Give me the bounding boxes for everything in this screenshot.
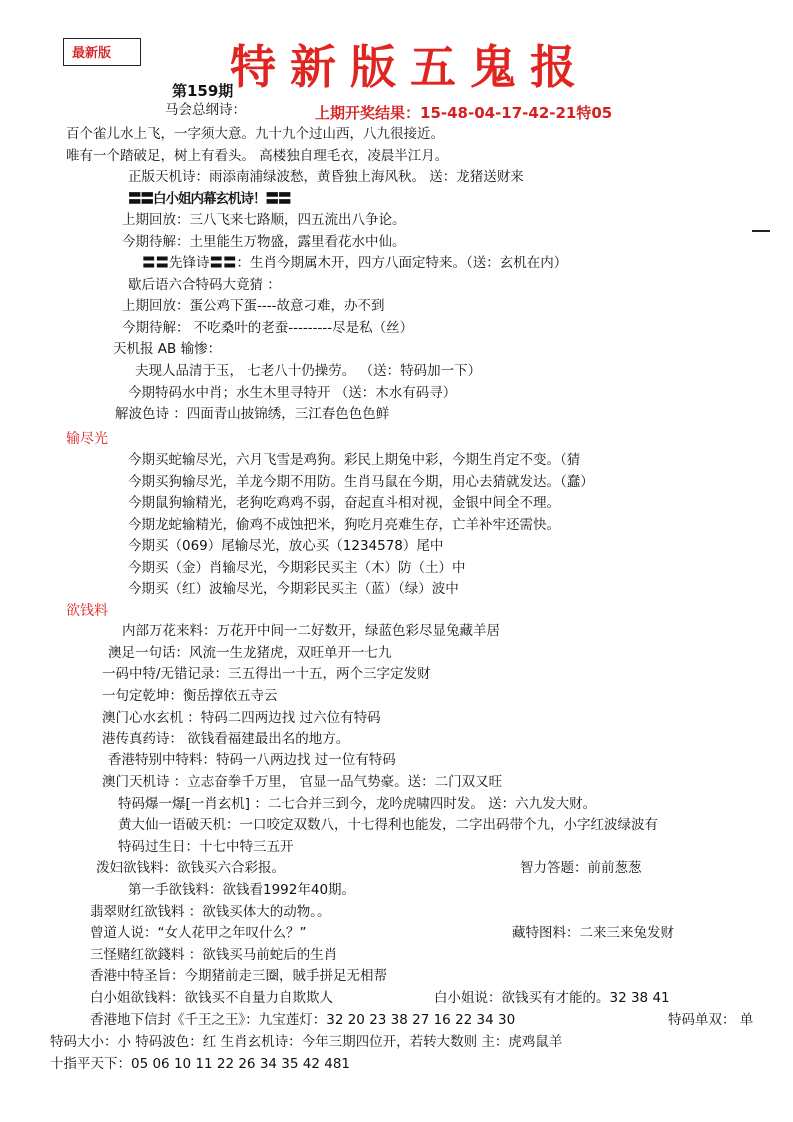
line-29: 香港特别中特料：特码一八两边找 过一位有特码 [108, 752, 396, 768]
line-01: 马会总纲诗： [165, 102, 246, 118]
badge-label: 最新版 [72, 46, 112, 61]
line-41-left: 香港地下信封《千王之王》：九宝莲灯：32 20 23 38 27 16 22 34 30 [90, 1012, 516, 1028]
line-03: 唯有一个踏破足，树上有看头。 高楼独自理毛衣，凌晨半江月。 [66, 148, 449, 164]
line-18: 今期鼠狗输精光，老狗吃鸡鸡不弱，奋起直斗相对视，金银中间全不理。 [128, 495, 560, 511]
line-40-right: 白小姐说：欲钱买有才能的。32 38 41 [434, 990, 670, 1006]
line-36: 翡翠财红欲钱料 ：欲钱买体大的动物。。 [90, 904, 331, 920]
line-27: 澳门心水玄机 ：特码二四两边找 过六位有特码 [102, 710, 381, 726]
line-19: 今期龙蛇输精光，偷鸡不成蚀把米，狗吃月亮难生存，亡羊补牢还需快。 [128, 517, 560, 533]
line-21: 今期买（金）肖输尽光，今期彩民买主（木）防（土）中 [128, 560, 466, 576]
line-40-left: 白小姐欲钱料：欲钱买不自量力自欺欺人 [90, 990, 333, 1006]
last-draw-result: 上期开奖结果：15-48-04-17-42-21特05 [315, 104, 613, 122]
line-25: 一码中特/无错记录：三五得出一十五，两个三字定发财 [102, 666, 431, 682]
line-26: 一句定乾坤：衡岳撑依五寺云 [102, 688, 278, 704]
line-13: 夫现人品清于玉， 七老八十仍操劳。 （送：特码加一下） [135, 363, 482, 379]
line-11: 今期待解： 不吃桑叶的老蚕---------尽是私（丝） [122, 320, 414, 336]
line-37-right: 藏特图料：二来三来兔发财 [512, 925, 674, 941]
line-22: 今期买（红）波输尽光，今期彩民买主（蓝）（绿）波中 [128, 581, 459, 597]
line-08: 〓〓先锋诗〓〓：生肖今期属木开，四方八面定特来。（送：玄机在内） [142, 255, 568, 271]
line-34-left: 泼妇欲钱料：欲钱买六合彩报。 [96, 860, 285, 876]
line-10: 上期回放：蛋公鸡下蛋----故意刁难，办不到 [122, 298, 385, 314]
line-43: 十指平天下：05 06 10 11 22 26 34 35 42 481 [50, 1056, 350, 1072]
line-05: 〓〓白小姐内幕玄机诗！〓〓 [128, 191, 291, 207]
line-16: 今期买蛇输尽光，六月飞雪是鸡狗。彩民上期兔中彩，今期生肖定不变。（猜 [128, 452, 581, 468]
line-37-left: 曾道人说：“女人花甲之年叹什么？” [90, 925, 307, 941]
line-14: 今期特码水中肖；水生木里寻特开 （送：木水有码寻） [128, 385, 457, 401]
line-07: 今期待解：土里能生万物盛，露里看花水中仙。 [122, 234, 406, 250]
line-39: 香港中特圣旨：今期猪前走三圈，賊手拼足无相帮 [90, 968, 387, 984]
line-02: 百个雀儿水上飞，一字须大意。九十九个过山西，八九很接近。 [66, 126, 444, 142]
line-30: 澳门天机诗 ：立志奋拳千万里， 官显一品气势豪。送：二门双又旺 [102, 774, 503, 790]
line-28: 港传真药诗： 欲钱看福建最出名的地方。 [102, 731, 350, 747]
section-heading-lose-all: 输尽光 [66, 431, 108, 447]
line-33: 特码过生日：十七中特三五开 [118, 839, 294, 855]
line-12: 天机报 AB 输惨： [113, 341, 222, 357]
line-04: 正版天机诗：雨添南浦绿波愁，黄昏独上海风秋。 送：龙猪送财来 [128, 169, 524, 185]
page-title: 特新版五鬼报 [230, 40, 590, 94]
section-heading-money-tips: 欲钱料 [66, 603, 108, 619]
line-41-right: 特码单双： 单 [668, 1012, 754, 1028]
line-09: 歇后语六合特码大竟猜 ： [128, 277, 281, 293]
line-15: 解波色诗 ：四面青山披锦绣，三江春色色色鲜 [115, 406, 390, 422]
line-35: 第一手欲钱料：欲钱看1992年40期。 [128, 882, 356, 898]
line-38: 三怪赌红欲錢料 ：欲钱买马前蛇后的生肖 [90, 947, 338, 963]
line-24: 澳足一句话：风流一生龙猪虎，双旺单开一七九 [108, 645, 392, 661]
issue-number: 第159期 [172, 82, 234, 100]
line-34-right: 智力答题：前前葱葱 [520, 860, 642, 876]
line-06: 上期回放：三八飞来七路顺，四五流出八争论。 [122, 212, 406, 228]
line-42: 特码大小：小 特码波色：红 生肖玄机诗：今年三期四位开，若转大数则 主：虎鸡鼠羊 [50, 1034, 563, 1050]
latest-version-badge [63, 38, 141, 66]
line-17: 今期买狗输尽光，羊龙今期不用防。生肖马鼠在今期，用心去猜就发达。（蠢） [128, 474, 594, 490]
line-20: 今期买（069）尾输尽光，放心买（1234578）尾中 [128, 538, 444, 554]
divider-dash [752, 230, 770, 232]
line-32: 黄大仙一语破天机：一口咬定双数八，十七得利也能发，二字出码带个九，小字红波绿波有 [118, 817, 658, 833]
line-31: 特码爆一爆[一肖玄机] ：二七合并三到今，龙吟虎啸四时发。 送：六九发大财。 [118, 796, 597, 812]
line-23: 内部万花来料：万花开中间一二好数开，绿蓝色彩尽显兔藏羊居 [122, 623, 500, 639]
